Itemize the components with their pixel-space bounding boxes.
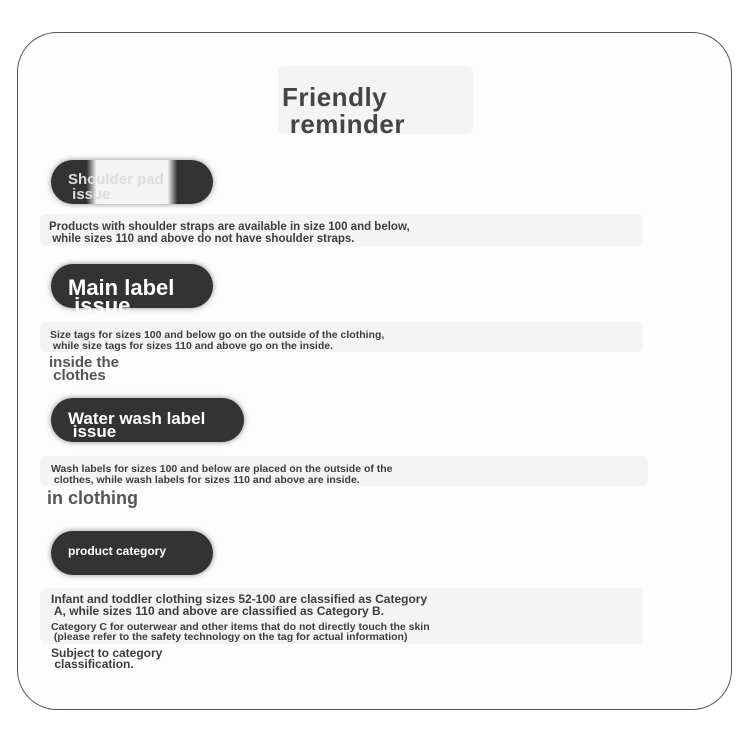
- product-category-badge: product category: [51, 531, 213, 575]
- shoulder-pad-text: Products with shoulder straps are available in size 100 and below, while sizes 110 and above do not have shoulder straps.: [49, 221, 410, 245]
- wash-label-text: Wash labels for sizes 100 and below are placed on the outside of the clothes, while wash labels for sizes 110 and above are inside.: [51, 463, 393, 486]
- product-category-text-2: Category C for outerwear and other items that do not directly touch the skin (please refer to the safety technology on the tag for actual information): [51, 621, 430, 643]
- product-category-text-3: Subject to category classification.: [51, 646, 163, 671]
- product-category-text: Infant and toddler clothing sizes 52-100 are classified as Category A, while sizes 110 and above are classified as Category B.: [51, 592, 428, 618]
- main-label-extra: inside the clothes: [49, 354, 120, 384]
- wash-label-extra: in clothing: [47, 488, 138, 508]
- main-label-text: Size tags for sizes 100 and below go on the outside of the clothing, while size tags for sizes 110 and above go on the inside.: [50, 329, 385, 352]
- page-title: Friendly reminder: [282, 82, 405, 139]
- main-label-badge: Main label issue: [51, 264, 213, 308]
- wash-label-badge: Water wash label issue: [51, 398, 244, 442]
- shoulder-pad-badge: Shoulder pad issue: [51, 160, 213, 204]
